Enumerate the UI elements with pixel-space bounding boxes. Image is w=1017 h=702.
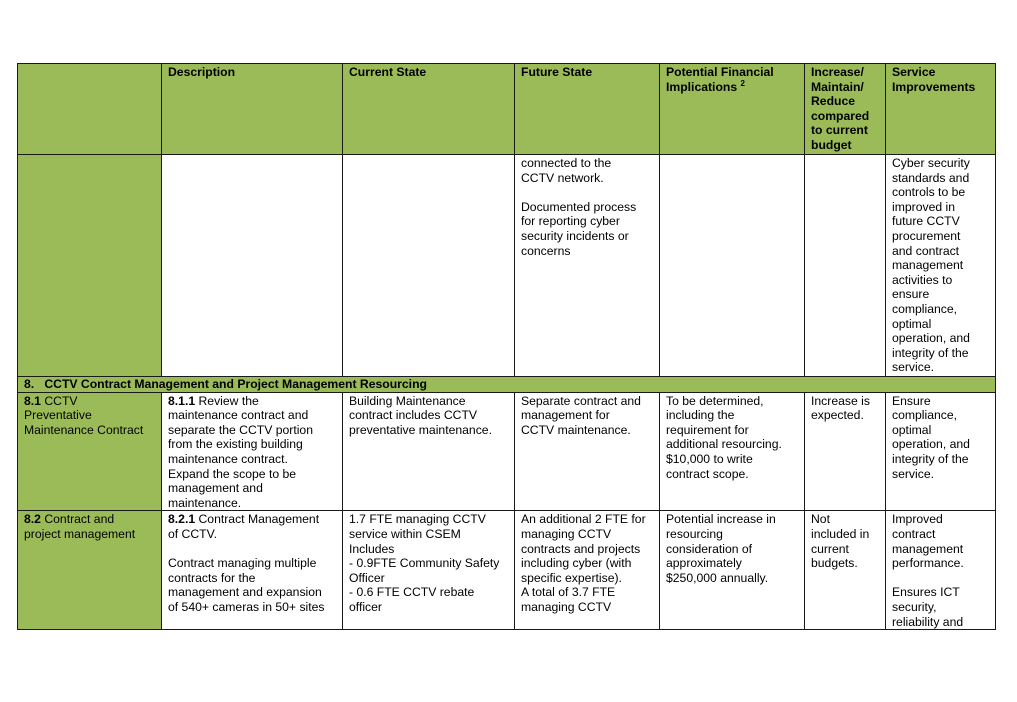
continued-financial-cell (660, 155, 805, 377)
continued-current-cell (343, 155, 515, 377)
header-financial-line2: Implications (666, 79, 738, 94)
section-title: CCTV Contract Management and Project Management Resourcing (44, 377, 427, 391)
row-8-2-number: 8.2 (24, 512, 41, 527)
row-8-1-current-state: Building Maintenance contract includes CCTV preventative maintenance. (343, 392, 515, 511)
header-description: Description (162, 64, 343, 155)
row-8-2-label-text: Contract and project management (24, 512, 136, 541)
continued-label-cell (18, 155, 162, 377)
section-number: 8. (24, 377, 35, 391)
row-8-2-financial: Potential increase in resourcing consideration of approximately $250,000 annually. (660, 511, 805, 630)
header-current-state: Current State (343, 64, 515, 155)
row-8-1-description (162, 392, 343, 511)
header-financial-implications (660, 64, 805, 155)
footnote-marker: 2 (740, 78, 745, 88)
row-8-2-service-text: Improved contract management performance. (892, 512, 964, 571)
row-8-1-financial: To be determined, including the requirement for additional resourcing. $10,000 to write contract scope. (660, 392, 805, 511)
continued-increase-cell (805, 155, 886, 377)
row-8-2-1-number: 8.2.1 (168, 512, 196, 527)
continued-service-cell: Cyber security standards and controls to be improved in future CCTV procurement and contract management activities to ensure compliance, optimal operation, and integrity of the service. (886, 155, 996, 377)
table-header-row (18, 64, 996, 155)
strategy-table-page (17, 63, 996, 630)
row-8-1-1-number: 8.1.1 (168, 393, 196, 408)
row-8-1-future-state: Separate contract and management for CCTV maintenance. (515, 392, 660, 511)
row-8-2-current-state: 1.7 FTE managing CCTV service within CSEM Includes - 0.9FTE Community Safety Officer - 0.6 FTE CCTV rebate officer (343, 511, 515, 630)
row-8-1-increase: Increase is expected. (805, 392, 886, 511)
row-8-1-label-text: CCTV Preventative Maintenance Contract (24, 393, 144, 437)
table-row-8-2 (18, 511, 996, 630)
header-increase-maintain-reduce: Increase/ Maintain/ Reduce compared to current budget (805, 64, 886, 155)
row-8-2-increase: Not included in current budgets. (805, 511, 886, 630)
cctv-strategy-table (17, 63, 996, 630)
row-8-1-label (18, 392, 162, 511)
header-future-state: Future State (515, 64, 660, 155)
header-service-improvements: Service Improvements (886, 64, 996, 155)
header-empty-cell (18, 64, 162, 155)
row-8-2-description-text-2: Contract managing multiple contracts for the management and expansion of 540+ cameras in 50+ sites (168, 556, 325, 614)
section-heading (18, 377, 996, 393)
table-row-8-1 (18, 392, 996, 511)
row-8-1-description-text: Review the maintenance contract and separate the CCTV portion from the existing building maintenance contract. Expand the scope to be management and maintenance. (168, 393, 313, 510)
table-row-continued (18, 155, 996, 377)
row-8-2-description (162, 511, 343, 630)
row-8-2-label (18, 511, 162, 630)
row-8-1-service: Ensure compliance, optimal operation, and integrity of the service. (886, 392, 996, 511)
continued-description-cell (162, 155, 343, 377)
section-heading-row (18, 377, 996, 393)
header-financial-line1: Potential Financial (666, 65, 774, 79)
continued-future-cell: connected to the CCTV network. Documented process for reporting cyber security incidents or concerns (515, 155, 660, 377)
row-8-2-service (886, 511, 996, 630)
row-8-2-future-state: An additional 2 FTE for managing CCTV contracts and projects including cyber (with specific expertise). A total of 3.7 FTE managing CCTV (515, 511, 660, 630)
row-8-2-service-text-2: Ensures ICT security, reliability and (892, 585, 964, 629)
row-8-2-description-text: Contract Management of CCTV. (168, 512, 320, 541)
row-8-1-number: 8.1 (24, 393, 41, 408)
